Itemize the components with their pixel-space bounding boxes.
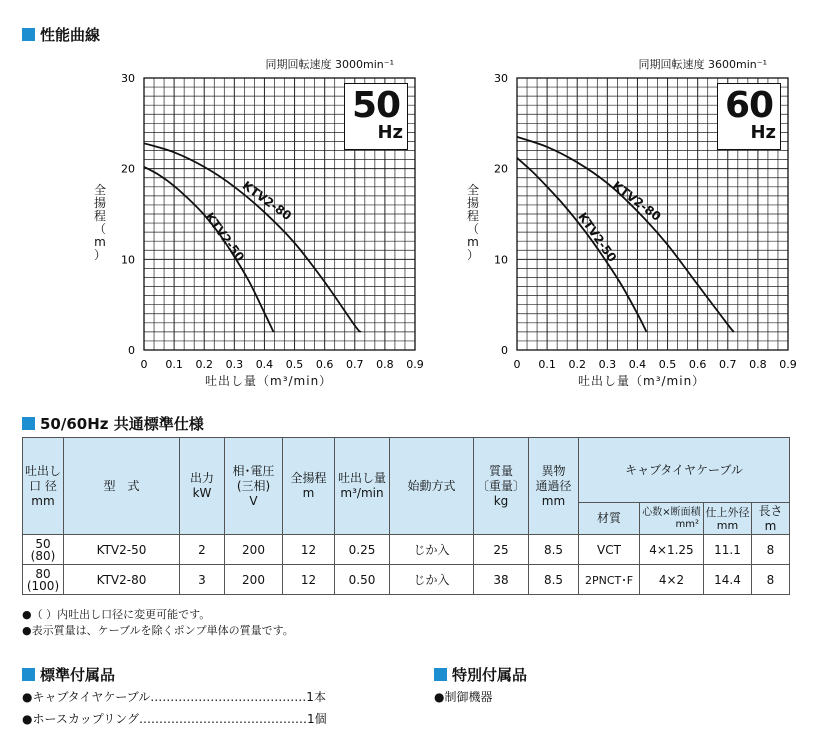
header-text: mm [541,493,566,508]
y-axis-label: 全 揚 程 （ m ） [466,183,479,262]
special-acc-title: 特別付属品 [434,664,527,685]
x-tick-label: 0.3 [598,358,617,371]
y-tick-label: 30 [121,72,135,85]
y-tick-label: 0 [501,344,508,357]
standard-acc-item: ●キャブタイヤケーブル…………………………………1本 [22,690,326,704]
frequency-number: 50 [351,85,401,126]
series-label-ktv2-80: KTV2-80 [239,178,295,224]
header-cable-len [752,503,790,535]
header-text: 吐出し [24,463,61,478]
header-text: 〔重量〕 [476,478,525,493]
section-marker-icon [22,668,35,681]
cell-port [23,565,64,595]
header-text: m [302,486,315,500]
header-text: 全揚程 [290,471,327,485]
x-tick-label: 0.1 [165,358,183,371]
x-tick-label: 0.4 [255,358,274,371]
x-tick-label: 0.2 [568,358,586,371]
cell-len: 8 [752,535,790,565]
y-axis-label: 全 揚 程 （ m ） [93,183,106,262]
header-text: 質量 [488,463,513,478]
standard-acc-item: ●ホースカップリング……………………………………1個 [22,712,327,726]
x-tick-label: 0.7 [719,358,737,371]
y-tick-label: 0 [128,344,135,357]
cell-flow: 0.25 [335,535,390,565]
header-solids [529,438,579,535]
cell-start: じか入 [390,565,474,595]
header-text: m [764,518,777,533]
x-tick-label: 0.1 [538,358,556,371]
cell-voltage: 200 [225,565,283,595]
y-tick-label: 10 [121,253,135,267]
header-head [283,438,335,535]
x-tick-label: 0 [513,358,521,371]
cell-text: (100) [26,578,60,593]
cell-start: じか入 [390,535,474,565]
frequency-number: 60 [724,85,774,126]
spec-table [22,437,790,595]
perf-section-title: 性能曲線 [22,24,100,45]
x-tick-label: 0.9 [406,358,424,371]
x-tick-label: 0.5 [658,358,677,371]
header-text: 長さ [758,503,783,518]
header-text: mm² [675,518,699,530]
frequency-badge [344,83,408,150]
cell-od: 14.4 [704,565,752,595]
chart-50hz [93,56,424,396]
y-tick-label: 10 [494,253,508,267]
frequency-unit: Hz [377,122,403,143]
x-tick-label: 0.7 [346,358,364,371]
header-cable: キャブタイヤケーブル [579,438,790,503]
y-tick-label: 20 [494,162,508,176]
section-marker-icon [22,417,35,430]
header-text: 出力 [189,471,214,485]
cell-material: 2PNCT･F [579,565,640,595]
series-line-ktv2-80 [517,137,734,332]
note-mass: ●表示質量は、ケーブルを除くポンプ単体の質量です。 [22,624,294,637]
series-label-ktv2-50: KTV2-50 [575,209,620,265]
header-cable-cores [640,503,704,535]
header-text: 異物 [541,463,566,478]
header-cable-od [704,503,752,535]
header-text: V [249,493,258,508]
header-text: m³/min [340,486,384,500]
header-text: kW [192,486,212,500]
header-text: mm [31,493,55,508]
x-axis-label: 吐出し量（m³/min） [205,374,333,388]
cell-material: VCT [579,535,640,565]
x-tick-label: 0.5 [285,358,304,371]
chart-60hz [466,56,797,396]
header-voltage [225,438,283,535]
standard-acc-title: 標準付属品 [22,664,115,685]
x-tick-label: 0.2 [195,358,213,371]
header-text: 仕上外径 [705,505,750,519]
x-tick-label: 0.4 [628,358,647,371]
cell-head: 12 [283,535,335,565]
cell-mass: 38 [474,565,529,595]
cell-cores: 4×1.25 [640,535,704,565]
cell-solids: 8.5 [529,565,579,595]
header-text: 通過径 [535,478,572,493]
series-label-ktv2-80: KTV2-80 [609,178,664,224]
cell-text: 50 [35,536,51,551]
cell-flow: 0.50 [335,565,390,595]
x-tick-label: 0.6 [688,358,707,371]
header-text: kg [493,493,509,508]
header-model: 型 式 [64,438,180,535]
special-acc-item: ●制御機器 [434,690,493,704]
section-marker-icon [434,668,447,681]
cell-model: KTV2-80 [64,565,180,595]
note-port: ●（ ）内吐出し口径に変更可能です。 [22,608,211,621]
x-tick-label: 0.8 [376,358,394,371]
speed-label: 同期回転速度 3000min⁻¹ [265,58,394,71]
series-line-ktv2-80 [144,143,361,332]
cell-output: 2 [180,535,225,565]
header-cable-material: 材質 [579,503,640,535]
header-port [23,438,64,535]
y-tick-label: 30 [494,72,508,85]
cell-output: 3 [180,565,225,595]
spec-section-title: 50/60Hz 共通標準仕様 [22,413,204,434]
frequency-badge [717,83,781,150]
cell-len: 8 [752,565,790,595]
y-tick-label: 20 [121,162,135,176]
header-mass [474,438,529,535]
x-axis-label: 吐出し量（m³/min） [578,374,706,388]
header-flow [335,438,390,535]
cell-port [23,535,64,565]
x-tick-label: 0.3 [225,358,244,371]
cell-head: 12 [283,565,335,595]
header-text: 相･電圧 [232,463,275,478]
cell-od: 11.1 [704,535,752,565]
table-row [23,565,790,595]
series-label-ktv2-50: KTV2-50 [202,209,248,265]
header-text: 心数×断面積 [642,506,701,518]
cell-voltage: 200 [225,535,283,565]
x-tick-label: 0.6 [315,358,334,371]
cell-model: KTV2-50 [64,535,180,565]
x-tick-label: 0.9 [779,358,797,371]
cell-text: (80) [30,548,56,563]
header-start: 始動方式 [390,438,474,535]
table-row [23,535,790,565]
header-text: 口 径 [29,478,57,493]
cell-cores: 4×2 [640,565,704,595]
frequency-unit: Hz [750,122,776,143]
header-text: (三相) [236,478,271,493]
cell-mass: 25 [474,535,529,565]
x-tick-label: 0.8 [749,358,767,371]
cell-text: 80 [35,566,51,581]
header-text: mm [716,518,739,532]
cell-solids: 8.5 [529,535,579,565]
header-output [180,438,225,535]
speed-label: 同期回転速度 3600min⁻¹ [638,58,767,71]
x-tick-label: 0 [140,358,148,371]
header-text: 吐出し量 [337,471,386,485]
section-marker-icon [22,28,35,41]
